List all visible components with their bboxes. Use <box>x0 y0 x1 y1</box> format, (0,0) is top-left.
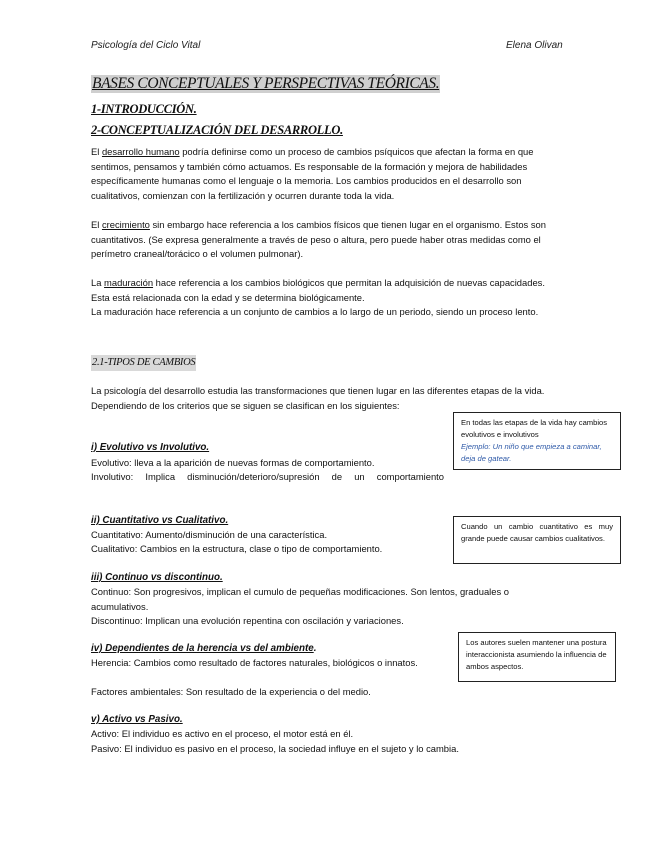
paragraph-crecimiento-body: sin embargo hace referencia a los cambios físicos que tienen lugar en el organismo. Estos son cuantitativos. (Se expresa generalmente a través de peso o altura, pero puede haber otras medidas como el perímetro craneal/torácico o el volumen pulmonar). <box>91 219 546 260</box>
type-iv-title <box>91 642 316 656</box>
paragraph-maduracion-body: hace referencia a los cambios biológicos que permitan la adquisición de nuevas capacidades. Esta está relacionada con la edad y se determina biológicamente. <box>91 277 545 303</box>
paragraph-tipos-text: La psicología del desarrollo estudia las transformaciones que tienen lugar en las diferentes etapas de la vida. Dependiendo de los criterios que se siguen se clasifican en los siguientes: <box>91 385 545 411</box>
type-ii-line2: Cualitativo: Cambios en la estructura, clase o tipo de comportamiento. <box>91 543 383 554</box>
note-box-interaccionista <box>458 632 616 682</box>
type-iv-title-tail: . <box>313 643 317 654</box>
paragraph-tipos <box>91 384 562 413</box>
note-box-evolutivos <box>453 412 621 470</box>
type-iv-line2: Factores ambientales: Son resultado de la experiencia o del medio. <box>91 686 371 697</box>
note-box-interaccionista-text: Los autores suelen mantener una postura interaccionista asumiendo la influencia de ambos aspectos. <box>466 638 607 671</box>
header-course-title: Psicología del Ciclo Vital <box>91 40 201 51</box>
term-desarrollo-humano: desarrollo humano <box>101 146 180 157</box>
type-i-line2 <box>91 470 444 485</box>
type-iii-line1 <box>91 585 562 614</box>
paragraph-maduracion-pre: La <box>91 277 105 288</box>
document-title: BASES CONCEPTUALES Y PERSPECTIVAS TEÓRICAS. <box>92 75 440 92</box>
paragraph-desarrollo-body: podría definirse como un proceso de cambios psíquicos que afectan la forma en que sentimos, pensamos y también cómo actuamos. Es responsable de la formación y mejora de habilidades específicamente humanas como el lenguaje o la memoria. Los cambios producidos en el desarrollo son cualitativos, comienzan con la fertilización y ocurren durante toda la vida. <box>91 146 534 201</box>
paragraph-crecimiento-pre: El <box>91 219 102 230</box>
note-box-cuantitativo-text: Cuando un cambio cuantitativo es muy grande puede causar cambios cualitativos. <box>461 522 613 543</box>
heading-tipos-de-cambios: 2.1-TIPOS DE CAMBIOS <box>91 355 196 371</box>
term-crecimiento: crecimiento <box>101 219 150 230</box>
term-maduracion: maduración <box>104 277 154 288</box>
type-v-line1: Activo: El individuo es activo en el proceso, el motor está en él. <box>91 728 354 739</box>
type-iii-line2: Discontinuo: Implican una evolución repentina con oscilación y variaciones. <box>91 615 404 626</box>
heading-introduccion: 1-INTRODUCCIÓN. <box>91 102 197 116</box>
heading-conceptualizacion: 2-CONCEPTUALIZACIÓN DEL DESARROLLO. <box>91 123 343 137</box>
note-box-evolutivos-text: En todas las etapas de la vida hay cambios evolutivos e involutivos <box>461 418 608 439</box>
note-box-evolutivos-example: Ejemplo: Un niño que empieza a caminar, deja de gatear. <box>461 442 602 463</box>
type-i-line1: Evolutivo: lleva a la aparición de nuevas formas de comportamiento. <box>91 457 375 468</box>
type-iii-line1-text: Continuo: Son progresivos, implican el cumulo de pequeñas modificaciones. Son lentos, graduales o acumulativos. <box>91 586 509 612</box>
type-ii-title: ii) Cuantitativo vs Cualitativo. <box>91 515 229 526</box>
type-ii-line1: Cuantitativo: Aumento/disminución de una característica. <box>91 529 328 540</box>
note-box-cuantitativo <box>453 516 621 564</box>
paragraph-maduracion <box>91 276 562 320</box>
paragraph-desarrollo-pre: El <box>91 146 102 157</box>
type-iii-title: iii) Continuo vs discontinuo. <box>91 572 223 583</box>
paragraph-desarrollo <box>91 145 562 203</box>
paragraph-maduracion-second: La maduración hace referencia a un conjunto de cambios a lo largo de un periodo, siendo un proceso lento. <box>91 306 539 318</box>
type-i-line2-text: Involutivo: Implica disminución/deterioro/supresión de un comportamiento <box>91 471 444 482</box>
type-v-line2: Pasivo: El individuo es pasivo en el proceso, la sociedad influye en el sujeto y lo cambia. <box>91 743 459 754</box>
header-author: Elena Olivan <box>506 40 563 51</box>
type-iv-line1 <box>91 656 444 671</box>
type-i-title: i) Evolutivo vs Involutivo. <box>91 442 210 453</box>
type-v-title: v) Activo vs Pasivo. <box>91 714 183 725</box>
paragraph-crecimiento <box>91 218 562 262</box>
type-iv-title-text: iv) Dependientes de la herencia vs del ambiente <box>91 643 314 654</box>
type-iv-line1-text: Herencia: Cambios como resultado de factores naturales, biológicos o innatos. <box>91 657 418 668</box>
